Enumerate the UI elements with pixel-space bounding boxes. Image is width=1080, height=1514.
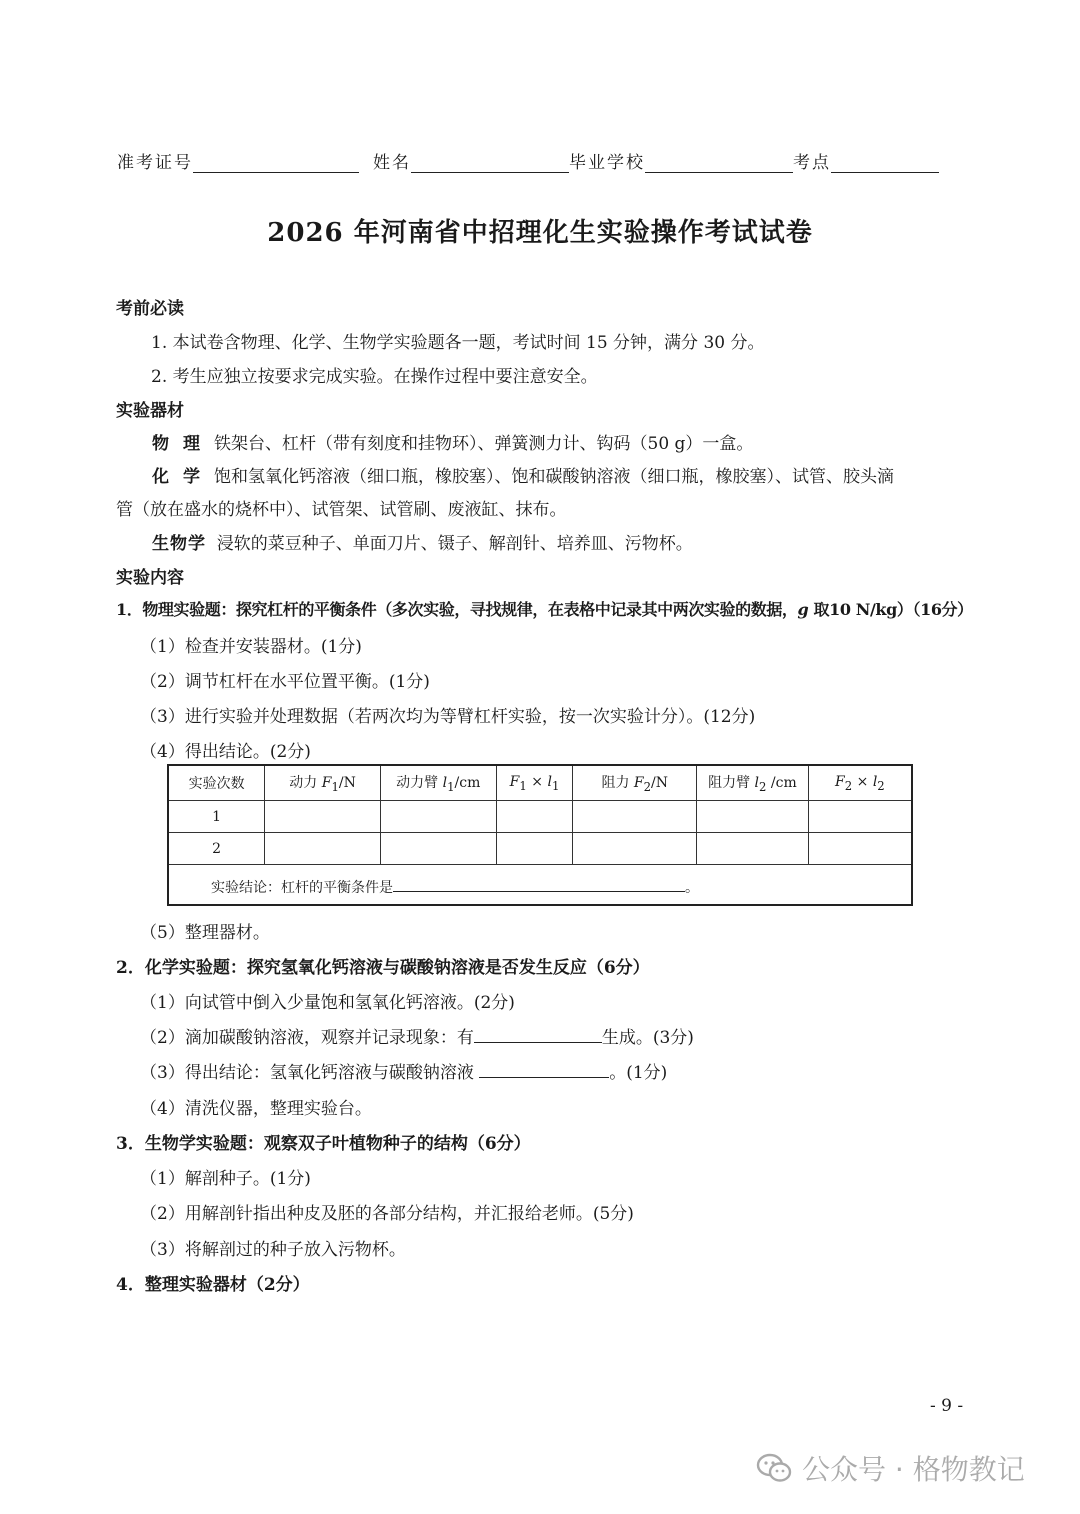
table-row [168,833,912,865]
q4-title: 4．整理实验器材（2分） [116,1275,310,1295]
notice-item-1: 1. 本试卷含物理、化学、生物学实验题各一题，考试时间 15 分钟，满分 30 分。 [151,333,765,353]
table-cell[interactable] [697,833,809,865]
header-effort-force: 动力 $F_1/N$ [265,765,381,801]
equipment-biology [152,529,693,554]
q3-title: 3．生物学实验题：观察双子叶植物种子的结构（6分） [116,1134,531,1154]
name-label: 姓名 [373,153,411,173]
content-heading: 实验内容 [116,568,184,588]
conclusion-blank[interactable] [393,873,685,892]
watermark [756,1448,1025,1488]
school-label: 毕业学校 [569,153,645,173]
watermark-text: 公众号 · 格物教记 [802,1453,1025,1486]
q3-step-2: （2）用解剖针指出种皮及胚的各部分结构，并汇报给老师。(5分) [140,1204,634,1224]
q1-title: 1．物理实验题：探究杠杆的平衡条件（多次实验，寻找规律，在表格中记录其中两次实验的数据，g 取10 N/kg）（16分） [116,600,973,619]
q1-step-1: （1）检查并安装器材。(1分) [140,637,362,657]
q2-step-3: （3）得出结论：氢氧化钙溶液与碳酸钠溶液 。(1分) [140,1058,667,1083]
table-cell[interactable] [697,801,809,833]
biology-text: 浸软的菜豆种子、单面刀片、镊子、解剖针、培养皿、污物杯。 [216,534,693,554]
site-blank [831,152,939,173]
q3-step-3: （3）将解剖过的种子放入污物杯。 [140,1240,406,1260]
table-cell[interactable] [496,833,573,865]
q1-step-3: （3）进行实验并处理数据（若两次均为等臂杠杆实验，按一次实验计分）。(12分) [140,707,756,727]
table-header-row [168,765,912,801]
q1-step-4: （4）得出结论。(2分) [140,742,311,762]
phenomenon-blank[interactable] [474,1024,602,1043]
candidate-info-line [117,147,967,173]
header-load-arm: 阻力臂 $l_2$ /cm [697,765,809,801]
chemistry-text-2: 管（放在盛水的烧杯中）、试管架、试管刷、废液缸、抹布。 [116,500,567,520]
q1-step-2: （2）调节杠杆在水平位置平衡。(1分) [140,672,430,692]
table-cell[interactable] [496,801,573,833]
equipment-heading: 实验器材 [116,401,184,421]
table-conclusion-row [168,865,912,906]
physics-text: 铁架台、杠杆（带有刻度和挂物环）、弹簧测力计、钩码（50 g）一盒。 [214,434,754,454]
name-blank [411,152,569,173]
header-trial: 实验次数 [168,765,265,801]
wechat-icon [756,1452,792,1484]
chemistry-text-1: 饱和氢氧化钙溶液（细口瓶，橡胶塞）、饱和碳酸钠溶液（细口瓶，橡胶塞）、试管、胶头滴 [214,467,894,487]
header-load-product: $F_2 \times l_2$ [808,765,912,801]
chemistry-label: 化学 [152,467,214,487]
table-cell[interactable] [573,801,697,833]
conclusion-label: 实验结论：杠杆的平衡条件是 [211,879,393,896]
q3-step-1: （1）解剖种子。(1分) [140,1169,311,1189]
lever-data-table [167,764,913,906]
site-label: 考点 [793,153,831,173]
q2-step-1: （1）向试管中倒入少量饱和氢氧化钙溶液。(2分) [140,993,515,1013]
table-cell[interactable] [380,833,496,865]
trial-number: 1 [168,801,265,833]
school-blank [645,152,793,173]
table-cell[interactable] [265,801,381,833]
exam-title: 2026 年河南省中招理化生实验操作考试试卷 [267,218,813,248]
header-load-force: 阻力 $F_2/N$ [573,765,697,801]
conclusion-cell: 实验结论：杠杆的平衡条件是 。 [168,865,912,906]
q2-step-4: （4）清洗仪器，整理实验台。 [140,1099,372,1119]
conclusion-blank-2[interactable] [479,1059,609,1078]
equipment-chemistry [152,462,894,487]
biology-label: 生物学 [152,534,206,554]
header-effort-arm: 动力臂 $l_1/cm$ [380,765,496,801]
exam-id-blank [193,152,359,173]
q2-title: 2．化学实验题：探究氢氧化钙溶液与碳酸钠溶液是否发生反应（6分） [116,958,650,978]
physics-label: 物理 [152,434,214,454]
notice-item-2: 2. 考生应独立按要求完成实验。在操作过程中要注意安全。 [151,367,598,387]
q2-step-2: （2）滴加碳酸钠溶液，观察并记录现象：有 生成。(3分) [140,1023,694,1048]
notice-heading: 考前必读 [116,299,184,319]
header-effort-product: $F_1 \times l_1$ [496,765,573,801]
table-cell[interactable] [380,801,496,833]
q1-step-5: （5）整理器材。 [140,923,270,943]
exam-id-label: 准考证号 [117,153,193,173]
page-number: - 9 - [930,1396,964,1416]
table-row [168,801,912,833]
trial-number: 2 [168,833,265,865]
equipment-physics [152,429,753,454]
table-cell[interactable] [265,833,381,865]
table-cell[interactable] [573,833,697,865]
table-cell[interactable] [808,801,912,833]
table-cell[interactable] [808,833,912,865]
